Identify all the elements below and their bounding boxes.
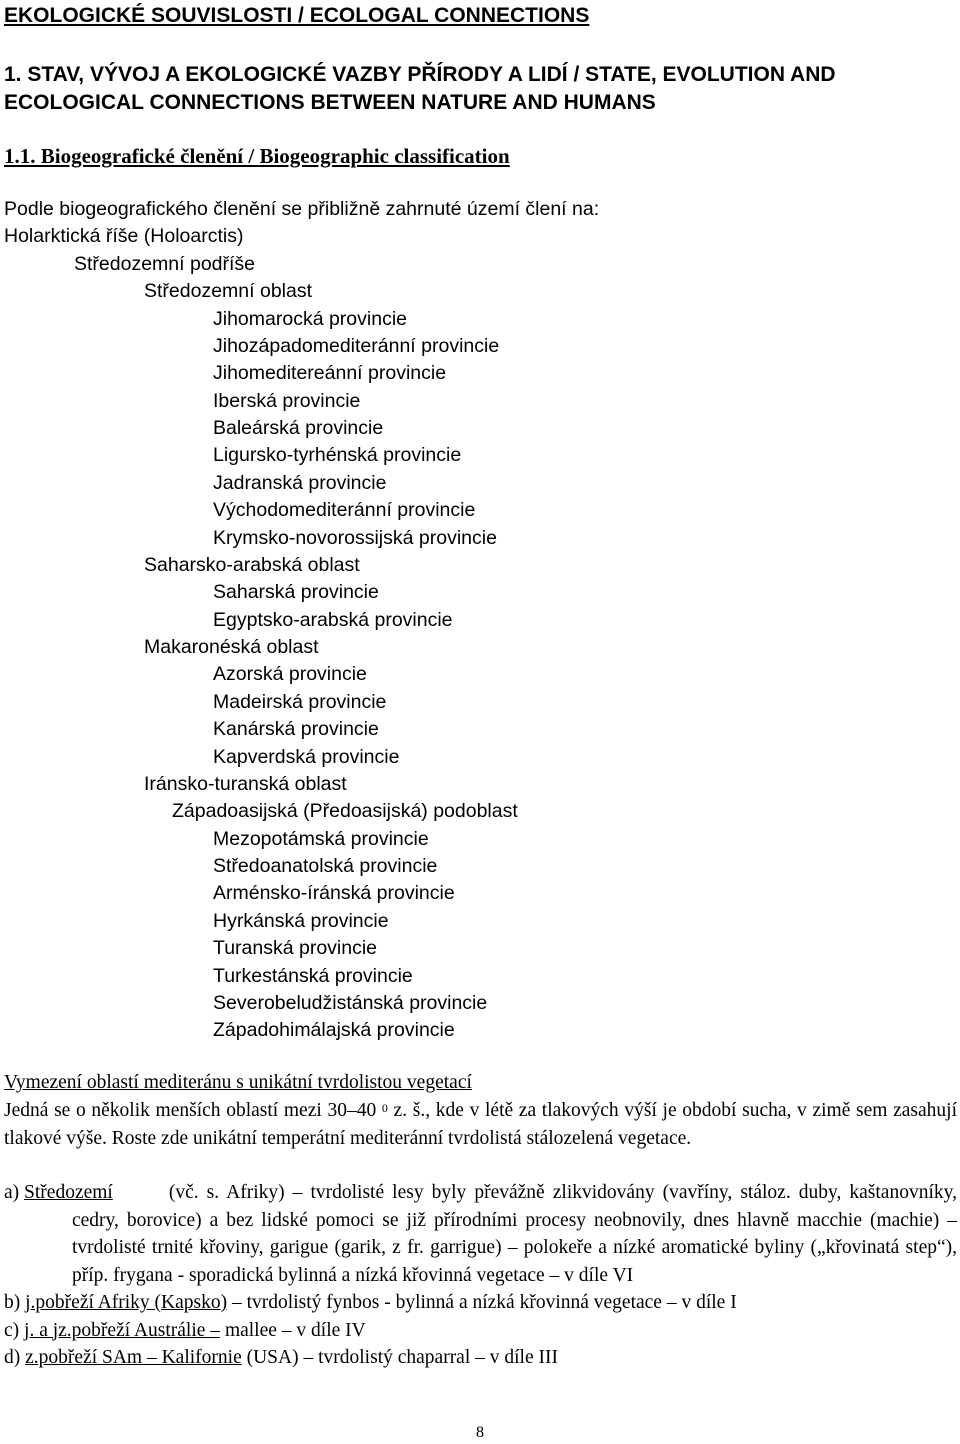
region-item: Iránsko-turanská oblast <box>144 772 347 795</box>
item-marker: d) <box>4 1347 21 1368</box>
province-item: Kanárská provincie <box>213 718 379 741</box>
region-items-list <box>4 1179 957 1372</box>
item-text: (USA) – tvrdolistý chaparral – v díle III <box>241 1347 558 1368</box>
province-item: Baleárská provincie <box>213 417 384 439</box>
biogeographic-list <box>4 196 599 1045</box>
section-paragraph <box>4 1097 957 1152</box>
province-item: Jadranská provincie <box>213 471 387 494</box>
region-item-b <box>4 1289 957 1317</box>
province-item: Krymsko-novorossijská provincie <box>213 526 497 549</box>
province-item: Ligursko-tyrhénská provincie <box>213 444 462 467</box>
paragraph-text: Jedná se o několik menších oblastí mezi 30–40 <box>4 1100 382 1121</box>
section-title: Vymezení oblastí mediteránu s unikátní tvrdolistou vegetací <box>4 1072 472 1093</box>
paragraph-text: z. š., kde v létě za tlakových výší je období sucha, v zimě sem zasahují tlakové výše. Roste zde unikátní temperátní mediteránní tvrdolistá stálozelená vegetace. <box>4 1100 958 1149</box>
province-item: Saharská provincie <box>213 581 379 604</box>
degree-superscript: 0 <box>381 1101 388 1115</box>
province-item: Arménsko-íránská provincie <box>213 882 455 905</box>
chapter-heading: 1. STAV, VÝVOJ A EKOLOGICKÉ VAZBY PŘÍRODY A LIDÍ / STATE, EVOLUTION AND ECOLOGICAL CONNECTIONS BETWEEN NATURE AND HUMANS <box>4 63 836 114</box>
item-link: z.pobřeží SAm – Kalifornie <box>25 1347 242 1368</box>
item-link: j.pobřeží Afriky (Kapsko) <box>25 1292 228 1313</box>
province-item: Hyrkánská provincie <box>213 909 389 932</box>
province-item: Jihozápadomediteránní provincie <box>213 334 500 357</box>
province-item: Turanská provincie <box>213 937 378 960</box>
subrealm-item: Středozemní podříše <box>74 252 256 275</box>
item-marker: a) Středozemí <box>4 1182 113 1203</box>
province-item: Jihomeditereánní provincie <box>213 362 447 385</box>
province-item: Jihomarocká provincie <box>213 307 408 330</box>
province-item: Východomediteránní provincie <box>213 499 476 522</box>
subregion-item: Západoasijská (Předoasijská) podoblast <box>172 800 518 823</box>
region-item-d <box>4 1344 957 1372</box>
region-item-c <box>4 1317 957 1345</box>
item-text: mallee – v díle IV <box>220 1319 366 1341</box>
subchapter-heading: 1.1. Biogeografické členění / Biogeographic classification <box>4 144 510 168</box>
item-marker: b) <box>4 1292 21 1313</box>
item-link: j. a jz.pobřeží Austrálie – <box>24 1319 221 1341</box>
item-text: (vč. s. Afriky) – tvrdolisté lesy byly převážně zlikvidovány (vavříny, stáloz. duby, kaštanovníky, cedry, borovice) a bez lidské pomoci se již přírodními procesy neobnovily, dnes hlavně macchie (machie) – tvrdolisté trnité křoviny, garigue (garik, z fr. garrigue) – polokeře a nízké aromatické byliny („křovinatá step“), příp. frygana - sporadická bylinná a nízká křovinná vegetace – v díle VI <box>72 1182 957 1286</box>
province-item: Iberská provincie <box>213 389 361 412</box>
document-heading: EKOLOGICKÉ SOUVISLOSTI / ECOLOGAL CONNECTIONS <box>4 4 590 27</box>
province-item: Středoanatolská provincie <box>213 855 438 877</box>
province-item: Azorská provincie <box>213 663 367 686</box>
item-link: Středozemí <box>24 1182 113 1203</box>
list-intro: Podle biogeografického členění se přibližně zahrnuté území člení na: <box>4 198 600 220</box>
region-item: Makaronéská oblast <box>144 636 319 658</box>
region-item: Saharsko-arabská oblast <box>144 553 360 576</box>
province-item: Kapverdská provincie <box>213 745 400 768</box>
realm-item: Holarktická říše (Holoarctis) <box>4 225 244 248</box>
region-item-a <box>4 1179 957 1289</box>
province-item: Turkestánská provincie <box>213 964 413 987</box>
province-item: Západohimálajská provincie <box>213 1019 455 1042</box>
province-item: Severobeludžistánská provincie <box>213 991 488 1014</box>
item-marker: c) <box>4 1319 20 1341</box>
province-item: Egyptsko-arabská provincie <box>213 608 453 631</box>
province-item: Mezopotámská provincie <box>213 827 429 850</box>
item-text: – tvrdolistý fynbos - bylinná a nízká křovinná vegetace – v díle I <box>227 1292 737 1313</box>
region-item: Středozemní oblast <box>144 280 313 303</box>
page-number: 8 <box>476 1424 484 1441</box>
province-item: Madeirská provincie <box>213 690 387 713</box>
